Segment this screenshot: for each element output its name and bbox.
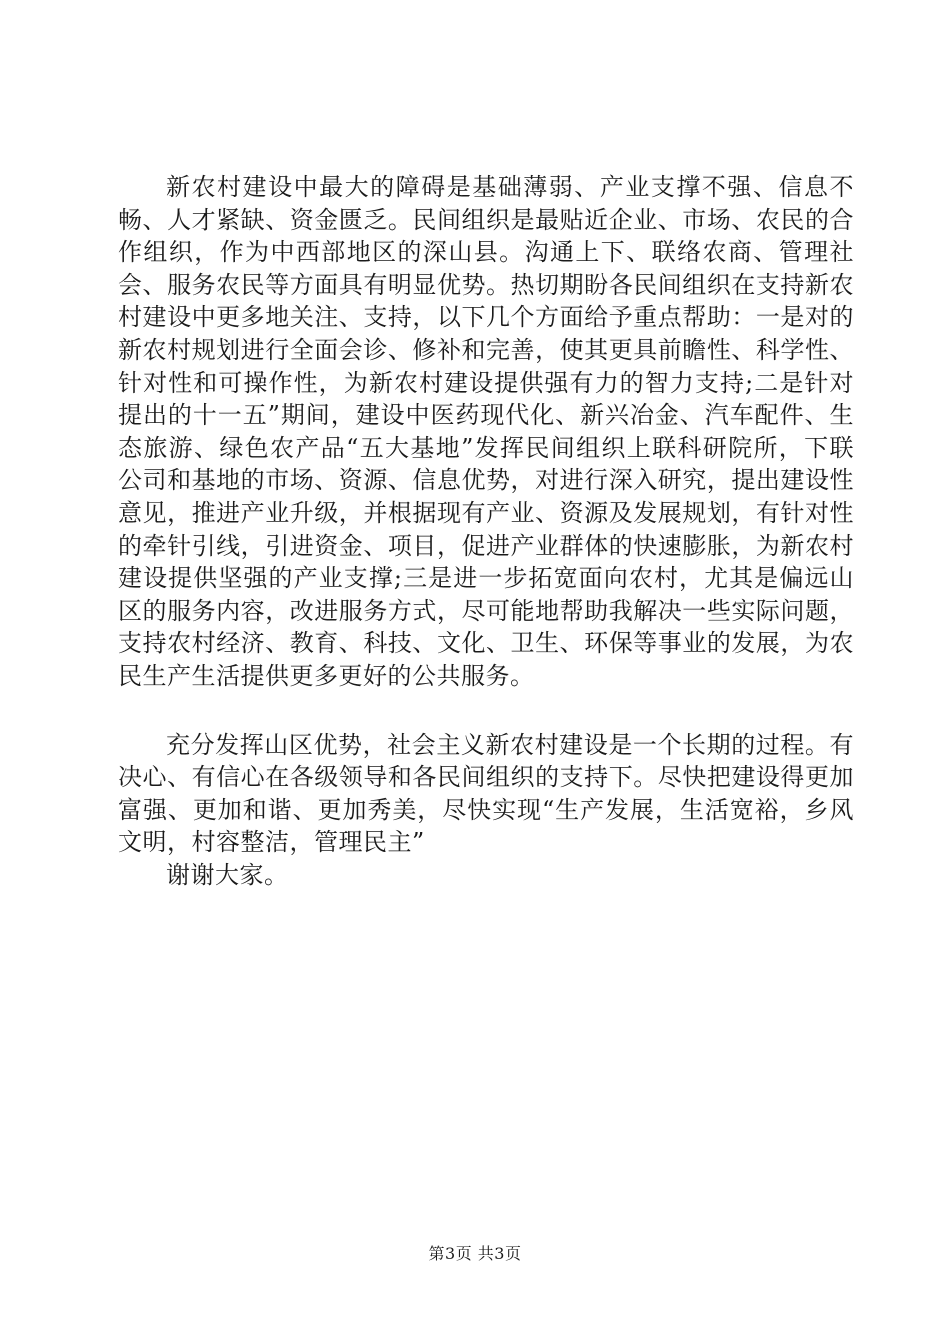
page-number-label: 第3页 共3页	[428, 1244, 522, 1263]
page-footer	[0, 1244, 950, 1264]
paragraph-thanks: 谢谢大家。	[166, 860, 289, 889]
paragraph-rural-construction-support: 新农村建设中最大的障碍是基础薄弱、产业支撑不强、信息不畅、人才紧缺、资金匮乏。民间组织是最贴近企业、市场、农民的合作组织，作为中西部地区的深山县。沟通上下、联络农商、管理社会、服务农民等方面具有明显优势。热切期盼各民间组织在支持新农村建设中更多地关注、支持，以下几个方面给予重点帮助：一是对的新农村规划进行全面会诊、修补和完善，使其更具前瞻性、科学性、针对性和可操作性，为新农村建设提供强有力的智力支持;二是针对提出的十一五”期间，建设中医药现代化、新兴冶金、汽车配件、生态旅游、绿色农产品“五大基地”发挥民间组织上联科研院所，下联公司和基地的市场、资源、信息优势，对进行深入研究，提出建设性意见，推进产业升级，并根据现有产业、资源及发展规划，有针对性的牵针引线，引进资金、项目，促进产业群体的快速膨胀，为新农村建设提供坚强的产业支撑;三是进一步拓宽面向农村，尤其是偏远山区的服务内容，改进服务方式，尽可能地帮助我解决一些实际问题，支持农村经济、教育、科技、文化、卫生、环保等事业的发展，为农民生产生活提供更多更好的公共服务。	[118, 173, 854, 690]
document-body	[118, 171, 854, 891]
paragraph-mountain-advantage: 充分发挥山区优势，社会主义新农村建设是一个长期的过程。有决心、有信心在各级领导和各民间组织的支持下。尽快把建设得更加富强、更加和谐、更加秀美，尽快实现“生产发展，生活宽裕，乡风文明，村容整洁，管理民主”	[118, 730, 854, 857]
